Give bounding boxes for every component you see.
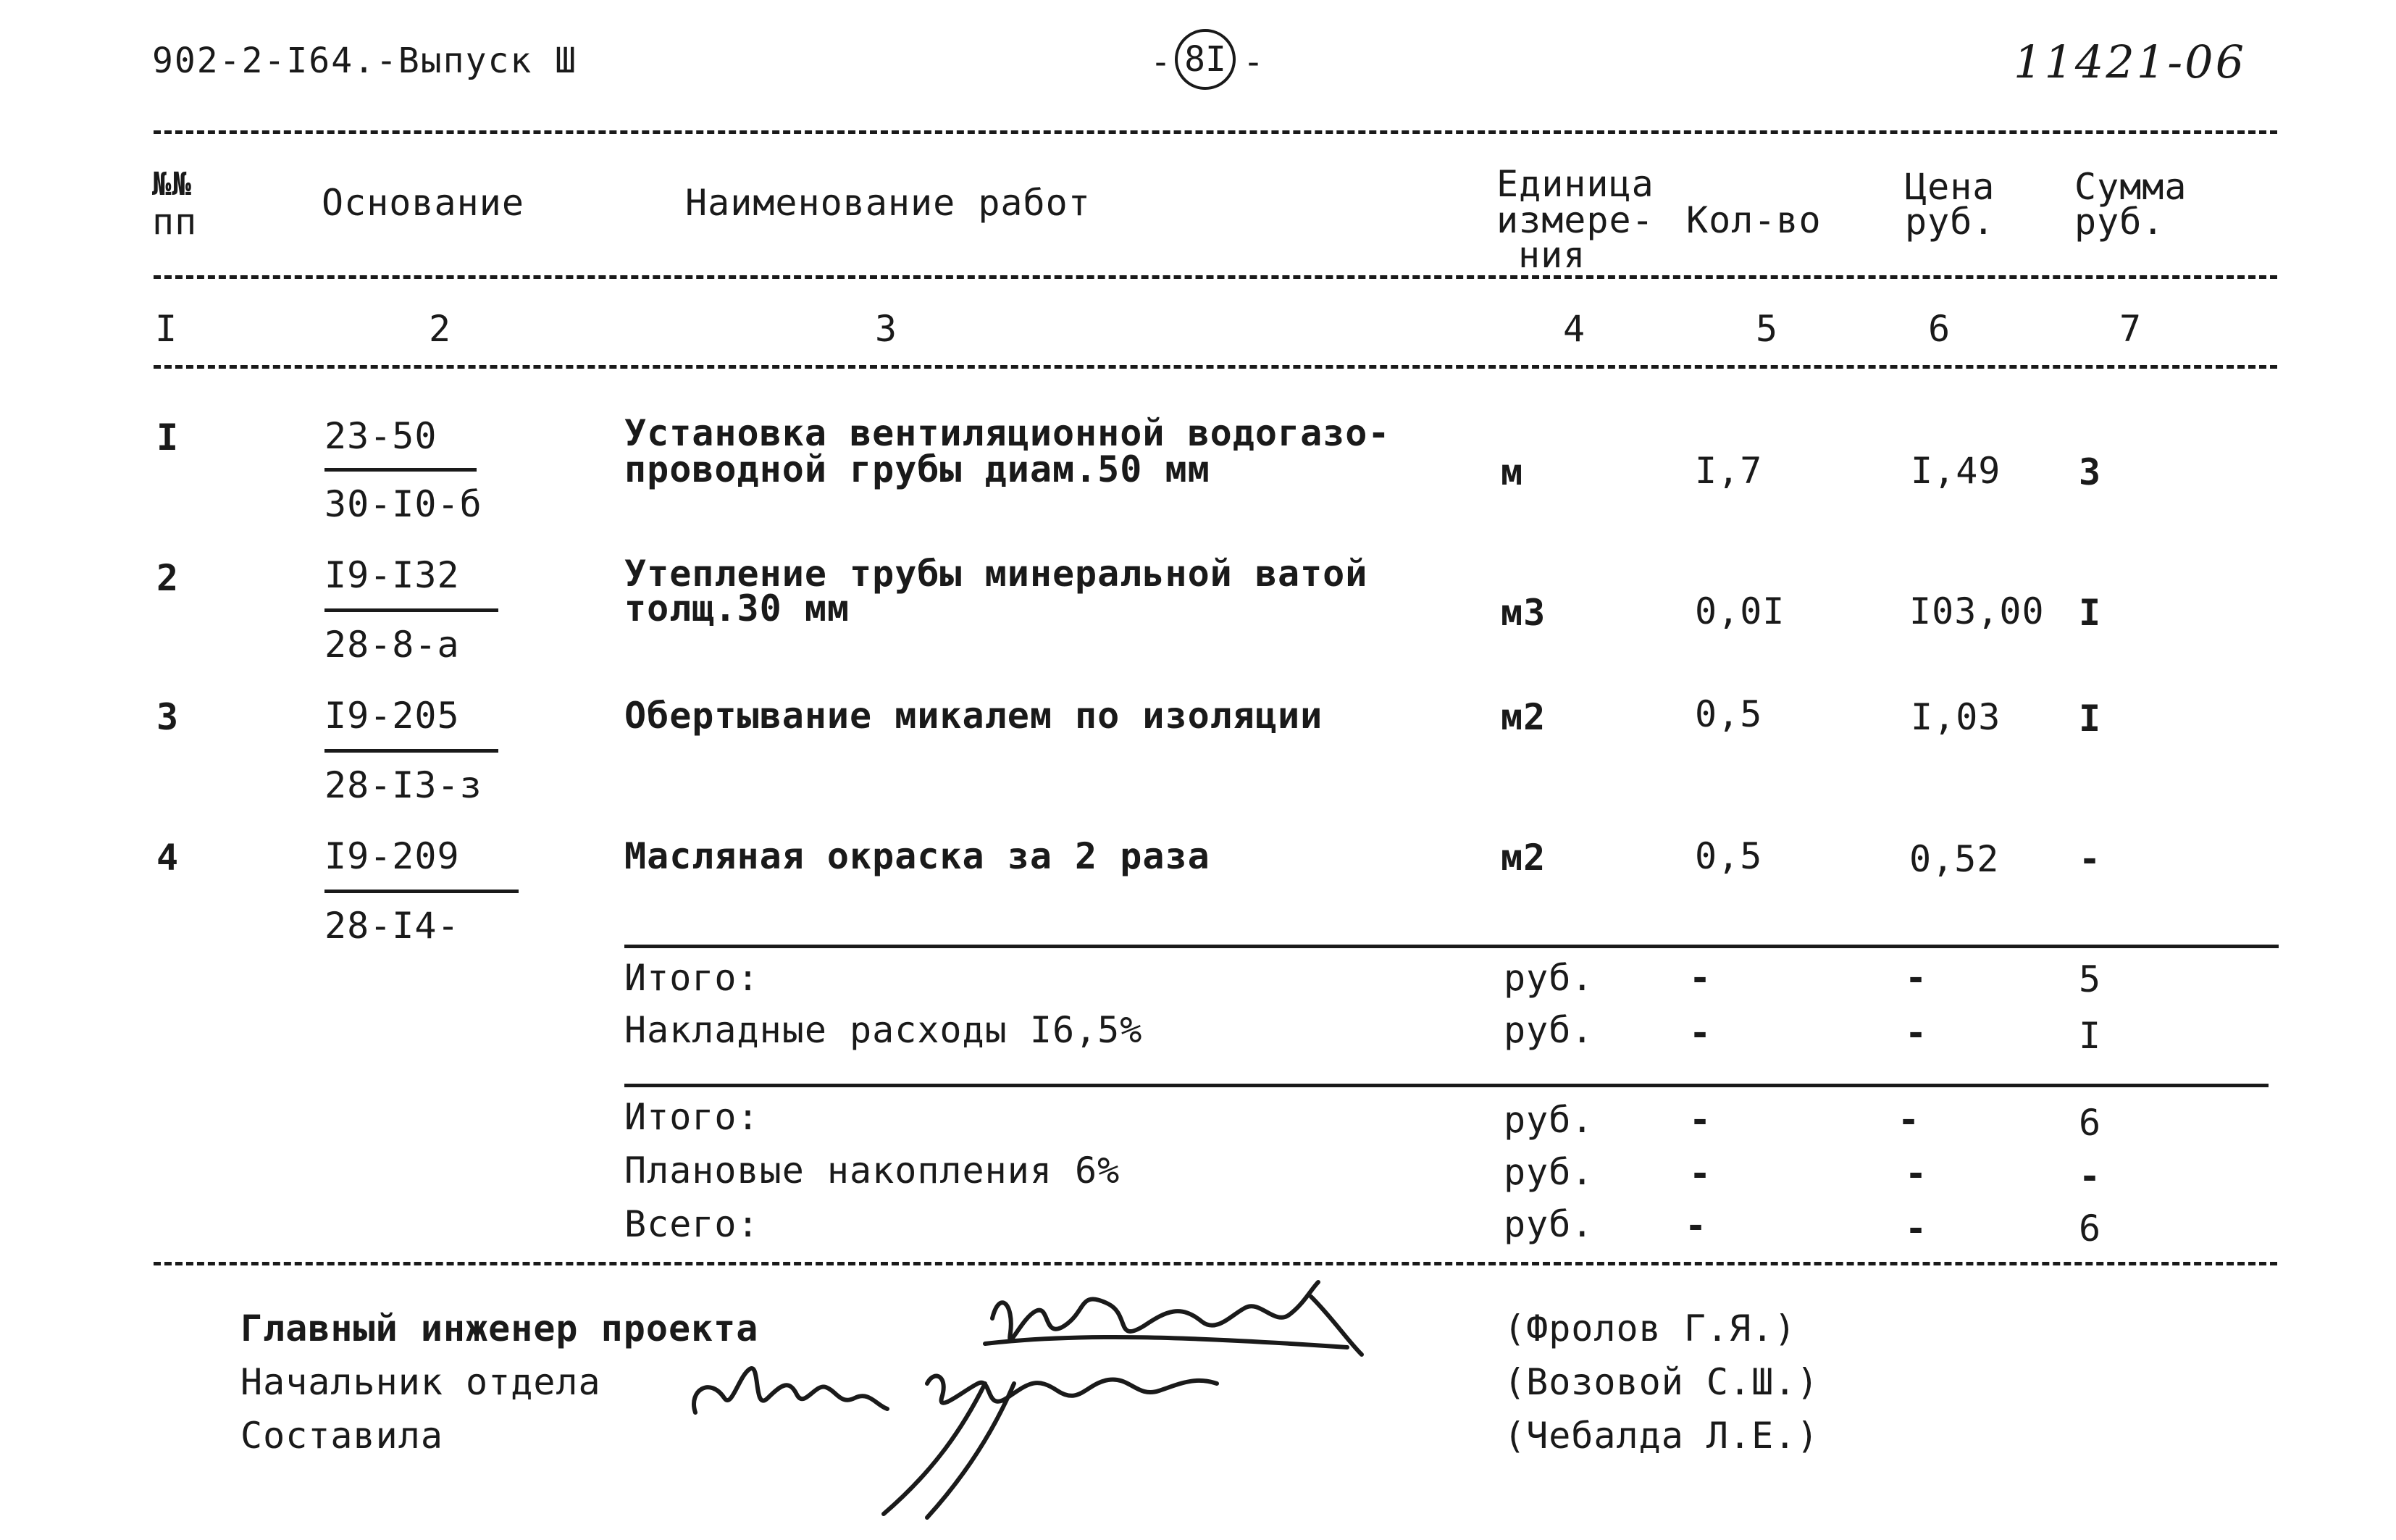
row-number: 4	[156, 837, 180, 879]
table-bottom-rule	[154, 1262, 2277, 1265]
totals-sum: 5	[2079, 958, 2102, 1000]
compiler-signature	[869, 1340, 1275, 1521]
basis-bottom: 28-I3-з	[324, 764, 482, 806]
basis-fraction-line	[324, 890, 519, 893]
signature-name: (Возовой С.Ш.)	[1504, 1361, 1819, 1403]
price: I,49	[1911, 450, 2001, 492]
totals-qty: -	[1685, 1205, 1708, 1247]
totals-price: -	[1905, 1012, 1928, 1054]
col7-header-line2: руб.	[2074, 201, 2165, 243]
work-name-line: Масляная окраска за 2 раза	[624, 835, 1210, 877]
col7-header-line1: Сумма	[2074, 166, 2187, 208]
totals-unit: руб.	[1504, 957, 1594, 999]
work-name-line: Обертывание микалем по изоляции	[624, 695, 1323, 737]
quantity: I,7	[1695, 450, 1763, 492]
unit: м2	[1501, 837, 1546, 879]
basis-top: I9-209	[324, 835, 460, 877]
signature-role: Главный инженер проекта	[240, 1307, 759, 1349]
column-number: 7	[2119, 308, 2142, 350]
sum: I	[2079, 592, 2102, 634]
basis-top: I9-I32	[324, 554, 460, 596]
basis-fraction-line	[324, 608, 498, 612]
col4-header-line2: измере-	[1496, 199, 1654, 241]
basis-bottom: 28-I4-	[324, 905, 460, 947]
totals-sum: -	[2079, 1155, 2102, 1197]
work-name-line: толщ.30 мм	[624, 587, 850, 629]
unit: м2	[1501, 696, 1546, 738]
column-number: 2	[429, 308, 452, 350]
signature-name: (Фролов Г.Я.)	[1504, 1307, 1797, 1349]
totals-label: Накладные расходы I6,5%	[624, 1009, 1143, 1051]
basis-bottom: 30-I0-б	[324, 483, 482, 525]
totals-unit: руб.	[1504, 1099, 1594, 1141]
work-name-line: проводной грубы диам.50 мм	[624, 448, 1210, 490]
basis-bottom: 28-8-а	[324, 624, 460, 666]
col1-header-line1: №№	[152, 166, 192, 203]
sum: -	[2079, 838, 2102, 880]
col5-header: Кол-во	[1686, 199, 1822, 241]
totals-sum: 6	[2079, 1102, 2102, 1144]
price: I,03	[1911, 696, 2001, 738]
totals-qty: -	[1689, 1152, 1712, 1194]
totals-qty: -	[1689, 957, 1712, 999]
totals-label: Итого:	[624, 957, 760, 999]
totals-sum: 6	[2079, 1208, 2102, 1250]
basis-top: 23-50	[324, 415, 437, 457]
row-number: 2	[156, 557, 180, 599]
page-dash-right: -	[1243, 42, 1265, 83]
col4-header-line3: ния	[1518, 234, 1586, 276]
price: I03,00	[1909, 590, 2045, 632]
totals-price: -	[1905, 1152, 1928, 1194]
totals-unit: руб.	[1504, 1203, 1594, 1245]
col6-header-line2: руб.	[1905, 201, 1995, 243]
totals-sum: I	[2079, 1015, 2102, 1057]
totals-unit: руб.	[1504, 1151, 1594, 1193]
column-number: 5	[1756, 308, 1779, 350]
totals-qty: -	[1689, 1012, 1712, 1054]
signature-name: (Чебалда Л.Е.)	[1504, 1415, 1819, 1457]
page-dash-left: -	[1150, 42, 1173, 83]
column-number: 3	[875, 308, 898, 350]
signature-role: Составила	[240, 1415, 443, 1457]
totals-price: -	[1905, 1208, 1928, 1250]
basis-top: I9-205	[324, 695, 460, 737]
work-name-line: Установка вентиляционной водогазо-	[624, 412, 1391, 454]
page-number: 8I	[1175, 29, 1236, 90]
column-number: I	[155, 308, 178, 350]
totals-middle-rule	[624, 1084, 2269, 1087]
totals-label: Плановые накопления 6%	[624, 1150, 1120, 1192]
quantity: 0,5	[1695, 693, 1763, 735]
sum: I	[2079, 698, 2102, 740]
totals-price: -	[1898, 1099, 1921, 1141]
col1-header-line2: пп	[152, 201, 198, 243]
totals-top-rule	[624, 945, 2279, 948]
col6-header-line1: Цена	[1905, 166, 1995, 208]
work-name-line: Утепление трубы минеральной ватой	[624, 553, 1368, 595]
row-number: I	[156, 417, 180, 459]
basis-fraction-line	[324, 749, 498, 753]
signature-role: Начальник отдела	[240, 1361, 601, 1403]
archive-number: 11421-06	[2014, 35, 2247, 88]
col2-header: Основание	[322, 182, 524, 224]
col4-header-line1: Единица	[1496, 163, 1654, 205]
header-rule	[154, 275, 2277, 279]
project-code: 902-2-I64.-Выпуск Ш	[152, 41, 578, 81]
table-top-rule	[154, 130, 2277, 134]
totals-qty: -	[1689, 1099, 1712, 1141]
column-numbers-rule	[154, 365, 2277, 369]
quantity: 0,0I	[1695, 590, 1785, 632]
quantity: 0,5	[1695, 835, 1763, 877]
unit: м	[1501, 451, 1524, 493]
totals-label: Итого:	[624, 1096, 760, 1138]
totals-unit: руб.	[1504, 1009, 1594, 1051]
col3-header: Наименование работ	[685, 182, 1091, 224]
column-number: 4	[1563, 308, 1586, 350]
column-number: 6	[1928, 308, 1951, 350]
sum: 3	[2079, 451, 2102, 493]
unit: м3	[1501, 592, 1546, 634]
row-number: 3	[156, 696, 180, 738]
basis-fraction-line	[324, 468, 477, 472]
department-head-signature	[681, 1347, 898, 1434]
totals-price: -	[1905, 957, 1928, 999]
totals-label: Всего:	[624, 1203, 760, 1245]
price: 0,52	[1909, 838, 2000, 880]
